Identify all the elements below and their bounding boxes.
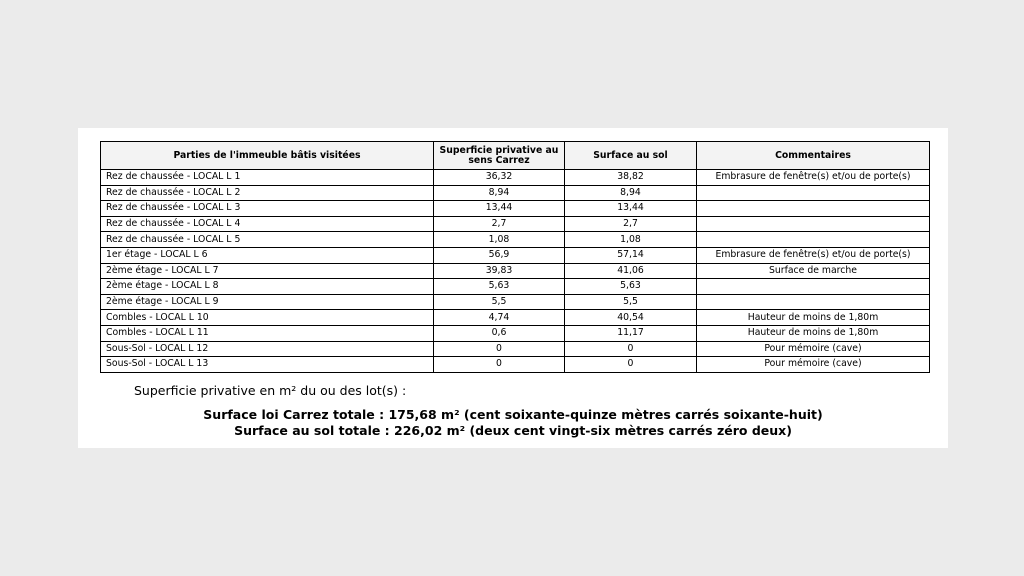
cell-commentaire [697, 216, 930, 232]
cell-carrez: 36,32 [434, 170, 565, 186]
cell-sol: 13,44 [565, 201, 697, 217]
cell-commentaire: Surface de marche [697, 263, 930, 279]
table-row [101, 232, 930, 248]
cell-sol: 2,7 [565, 216, 697, 232]
cell-commentaire: Embrasure de fenêtre(s) et/ou de porte(s) [697, 170, 930, 186]
table-row [101, 325, 930, 341]
cell-carrez: 56,9 [434, 247, 565, 263]
table-row [101, 170, 930, 186]
cell-sol: 5,5 [565, 294, 697, 310]
cell-carrez: 0,6 [434, 325, 565, 341]
cell-sol: 8,94 [565, 185, 697, 201]
table-row [101, 294, 930, 310]
cell-partie: 2ème étage - LOCAL L 9 [101, 294, 434, 310]
sol-total: Surface au sol totale : 226,02 m² (deux cent vingt-six mètres carrés zéro deux) [234, 423, 792, 438]
cell-sol: 38,82 [565, 170, 697, 186]
table-row [101, 185, 930, 201]
header-superficie-carrez: Superficie privative au sens Carrez [434, 142, 565, 170]
cell-partie: 2ème étage - LOCAL L 7 [101, 263, 434, 279]
cell-commentaire: Pour mémoire (cave) [697, 357, 930, 373]
cell-carrez: 4,74 [434, 310, 565, 326]
cell-commentaire: Hauteur de moins de 1,80m [697, 310, 930, 326]
cell-sol: 11,17 [565, 325, 697, 341]
cell-sol: 41,06 [565, 263, 697, 279]
cell-carrez: 1,08 [434, 232, 565, 248]
cell-commentaire [697, 294, 930, 310]
cell-partie: Rez de chaussée - LOCAL L 5 [101, 232, 434, 248]
cell-carrez: 0 [434, 341, 565, 357]
cell-commentaire [697, 232, 930, 248]
table-row [101, 357, 930, 373]
cell-sol: 5,63 [565, 279, 697, 295]
cell-partie: Combles - LOCAL L 10 [101, 310, 434, 326]
cell-carrez: 39,83 [434, 263, 565, 279]
table-row [101, 216, 930, 232]
surface-table [100, 141, 930, 373]
header-surface-sol: Surface au sol [565, 142, 697, 170]
cell-partie: 2ème étage - LOCAL L 8 [101, 279, 434, 295]
cell-commentaire: Embrasure de fenêtre(s) et/ou de porte(s) [697, 247, 930, 263]
cell-carrez: 0 [434, 357, 565, 373]
cell-partie: 1er étage - LOCAL L 6 [101, 247, 434, 263]
cell-carrez: 2,7 [434, 216, 565, 232]
cell-commentaire: Hauteur de moins de 1,80m [697, 325, 930, 341]
table-body [101, 170, 930, 373]
cell-partie: Rez de chaussée - LOCAL L 2 [101, 185, 434, 201]
cell-commentaire [697, 201, 930, 217]
table-row [101, 263, 930, 279]
cell-sol: 1,08 [565, 232, 697, 248]
cell-commentaire: Pour mémoire (cave) [697, 341, 930, 357]
table-header-row [101, 142, 930, 170]
header-parties: Parties de l'immeuble bâtis visitées [101, 142, 434, 170]
table-row [101, 310, 930, 326]
cell-carrez: 5,63 [434, 279, 565, 295]
cell-partie: Sous-Sol - LOCAL L 12 [101, 341, 434, 357]
table-row [101, 341, 930, 357]
cell-carrez: 13,44 [434, 201, 565, 217]
cell-sol: 0 [565, 341, 697, 357]
totals-block [78, 407, 948, 439]
cell-partie: Rez de chaussée - LOCAL L 4 [101, 216, 434, 232]
cell-partie: Rez de chaussée - LOCAL L 3 [101, 201, 434, 217]
cell-partie: Sous-Sol - LOCAL L 13 [101, 357, 434, 373]
header-commentaires: Commentaires [697, 142, 930, 170]
cell-carrez: 5,5 [434, 294, 565, 310]
document-page [78, 128, 948, 448]
table-row [101, 247, 930, 263]
carrez-total: Surface loi Carrez totale : 175,68 m² (cent soixante-quinze mètres carrés soixante-huit) [203, 407, 823, 422]
cell-commentaire [697, 185, 930, 201]
cell-partie: Combles - LOCAL L 11 [101, 325, 434, 341]
table-row [101, 279, 930, 295]
cell-sol: 57,14 [565, 247, 697, 263]
summary-label: Superficie privative en m² du ou des lot(s) : [134, 383, 407, 398]
cell-partie: Rez de chaussée - LOCAL L 1 [101, 170, 434, 186]
table-row [101, 201, 930, 217]
cell-sol: 40,54 [565, 310, 697, 326]
cell-sol: 0 [565, 357, 697, 373]
cell-carrez: 8,94 [434, 185, 565, 201]
cell-commentaire [697, 279, 930, 295]
